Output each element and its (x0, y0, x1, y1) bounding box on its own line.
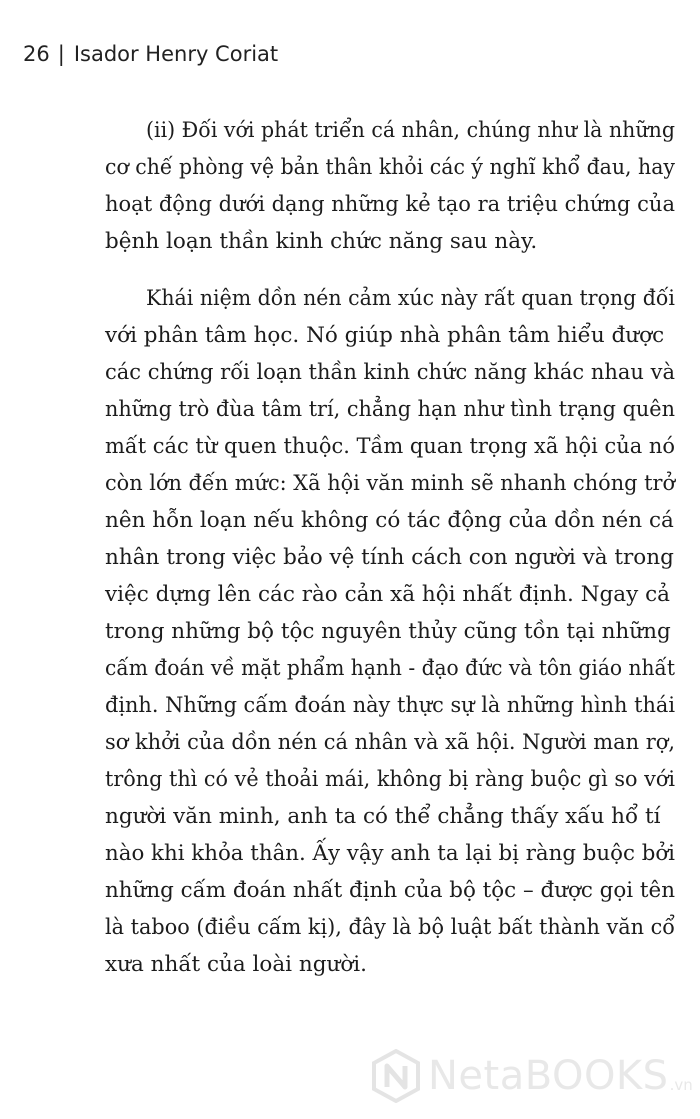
running-header (23, 42, 278, 66)
netabooks-logo-icon (372, 1049, 420, 1103)
text-line: xưa nhất của loài người. (105, 952, 367, 977)
text-line: (ii) Đối với phát triển cá nhân, chúng như là những (146, 118, 675, 143)
text-line: những cấm đoán nhất định của bộ tộc – được gọi tên (105, 878, 675, 903)
text-line: các chứng rối loạn thần kinh chức năng khác nhau và (105, 360, 675, 385)
page-number: 26 (23, 42, 50, 66)
text-line: cơ chế phòng vệ bản thân khỏi các ý nghĩ khổ đau, hay (105, 155, 675, 180)
text-line: là taboo (điều cấm kị), đây là bộ luật bất thành văn cổ (105, 915, 675, 940)
text-line: sơ khởi của dồn nén cá nhân và xã hội. Người man rợ, (105, 730, 675, 755)
text-line: nên hỗn loạn nếu không có tác động của dồn nén cá (105, 508, 674, 533)
watermark-suffix: .vn (669, 1076, 693, 1094)
text-line: trông thì có vẻ thoải mái, không bị ràng buộc gì so với (105, 767, 675, 792)
text-line: với phân tâm học. Nó giúp nhà phân tâm hiểu được (105, 323, 665, 348)
text-line: người văn minh, anh ta có thể chẳng thấy xấu hổ tí (105, 804, 661, 829)
text-line: mất các từ quen thuộc. Tầm quan trọng xã hội của nó (105, 434, 675, 459)
text-line: bệnh loạn thần kinh chức năng sau này. (105, 229, 538, 254)
text-line: hoạt động dưới dạng những kẻ tạo ra triệu chứng của (105, 192, 675, 217)
text-line: cấm đoán về mặt phẩm hạnh - đạo đức và tôn giáo nhất (105, 656, 675, 681)
header-author: Isador Henry Coriat (73, 42, 279, 66)
text-line: còn lớn đến mức: Xã hội văn minh sẽ nhanh chóng trở (105, 471, 675, 496)
watermark-text: NetaBOOKS (428, 1053, 669, 1099)
text-line: Khái niệm dồn nén cảm xúc này rất quan trọng đối (146, 286, 675, 311)
text-line: trong những bộ tộc nguyên thủy cũng tồn tại những (105, 619, 671, 644)
netabooks-watermark (372, 1046, 693, 1106)
header-separator: | (57, 42, 65, 66)
text-line: việc dựng lên các rào cản xã hội nhất định. Ngay cả (105, 582, 670, 607)
text-line: định. Những cấm đoán này thực sự là những hình thái (105, 693, 675, 718)
text-line: những trò đùa tâm trí, chẳng hạn như tình trạng quên (105, 397, 675, 422)
text-line: nào khi khỏa thân. Ấy vậy anh ta lại bị ràng buộc bởi (105, 841, 675, 866)
text-line: nhân trong việc bảo vệ tính cách con người và trong (105, 545, 674, 570)
